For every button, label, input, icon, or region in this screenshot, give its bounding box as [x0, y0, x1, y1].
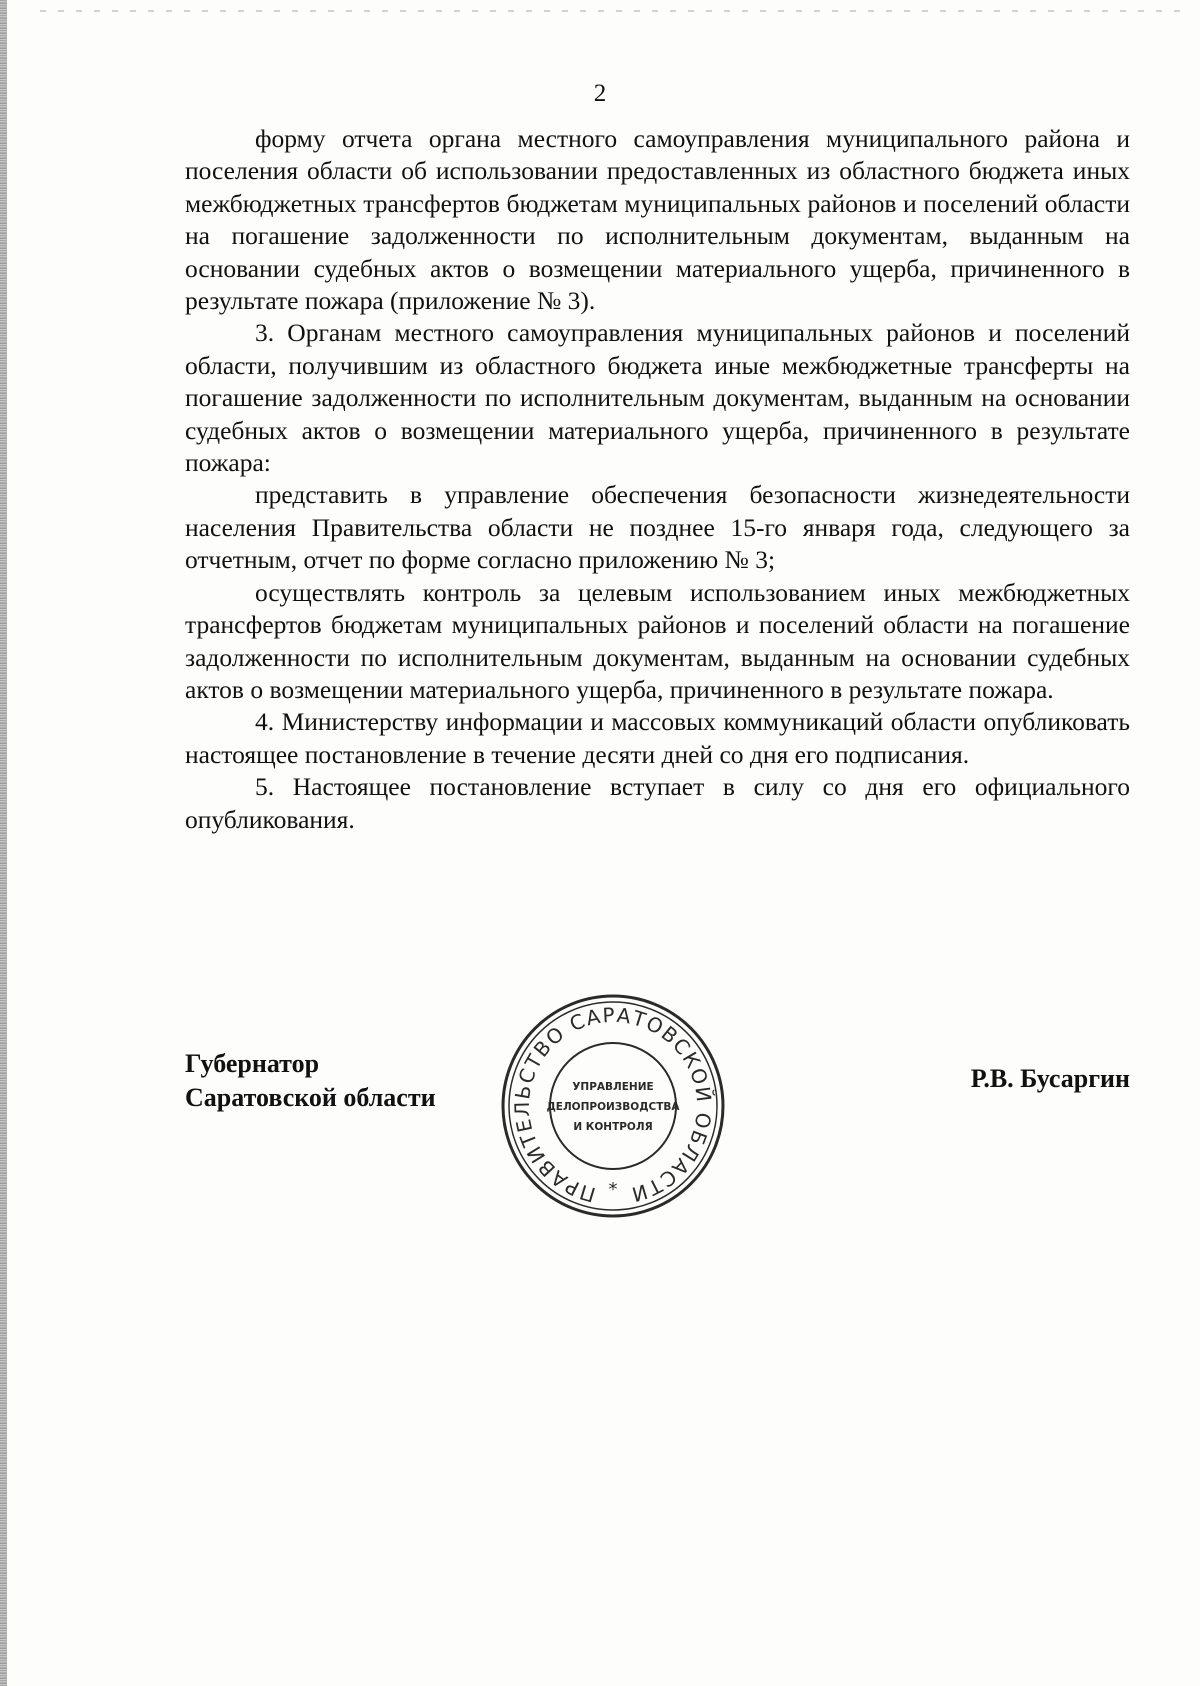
scan-top-decoration [40, 10, 1190, 12]
seal-star-icon: * [608, 1179, 618, 1200]
paragraph-report-form: форму отчета органа местного самоуправления муниципального района и поселения области об использовании предоставленных из областного бюджета иных межбюджетных трансфертов бюджетам муниципальных районов и поселений области на погашение задолженности по исполнительным документам, выданным на основании судебных актов о возмещении материального ущерба, причиненного в результате пожара (приложение № 3). [185, 124, 1130, 316]
page-number: 2 [593, 80, 607, 107]
scan-edge-decoration [0, 0, 7, 1686]
seal-inner-line1: УПРАВЛЕНИЕ [572, 1081, 654, 1093]
official-seal [500, 993, 726, 1219]
paragraph-item-4: 4. Министерству информации и массовых коммуникаций области опубликовать настоящее постановление в течение десяти дней со дня его подписания. [185, 707, 1130, 769]
paragraph-item-3: 3. Органам местного самоуправления муниципальных районов и поселений области, получившим из областного бюджета иные межбюджетные трансферты на погашение задолженности по исполнительным документам, выданным на основании судебных актов о возмещении материального ущерба, причиненного в результате пожара: [185, 318, 1130, 478]
paragraph-control: осуществлять контроль за целевым использованием иных межбюджетных трансфертов бюджетам муниципальных районов и поселений области на погашение задолженности по исполнительным документам, выданным на основании судебных актов о возмещении материального ущерба, причиненного в результате пожара. [185, 577, 1130, 704]
document-body [185, 123, 1130, 836]
seal-inner-line2: ДЕЛОПРОИЗВОДСТВА [546, 1101, 680, 1113]
paragraph-item-5: 5. Настоящее постановление вступает в силу со дня его официального опубликования. [185, 772, 1130, 834]
seal-outer-text: ПРАВИТЕЛЬСТВО САРАТОВСКОЙ ОБЛАСТИ [509, 1002, 717, 1208]
signatory-position-line2: Саратовской области [185, 1083, 436, 1112]
seal-inner-line3: И КОНТРОЛЯ [573, 1121, 653, 1133]
signatory-position [185, 1047, 436, 1115]
signatory-position-line1: Губернатор [185, 1049, 320, 1078]
paragraph-submit-report: представить в управление обеспечения безопасности жизнедеятельности населения Правительства области не позднее 15-го января года, следующего за отчетным, отчет по форме согласно приложению № 3; [185, 480, 1130, 575]
signatory-name: Р.В. Бусаргин [970, 1064, 1130, 1093]
seal-graphic [500, 993, 726, 1219]
